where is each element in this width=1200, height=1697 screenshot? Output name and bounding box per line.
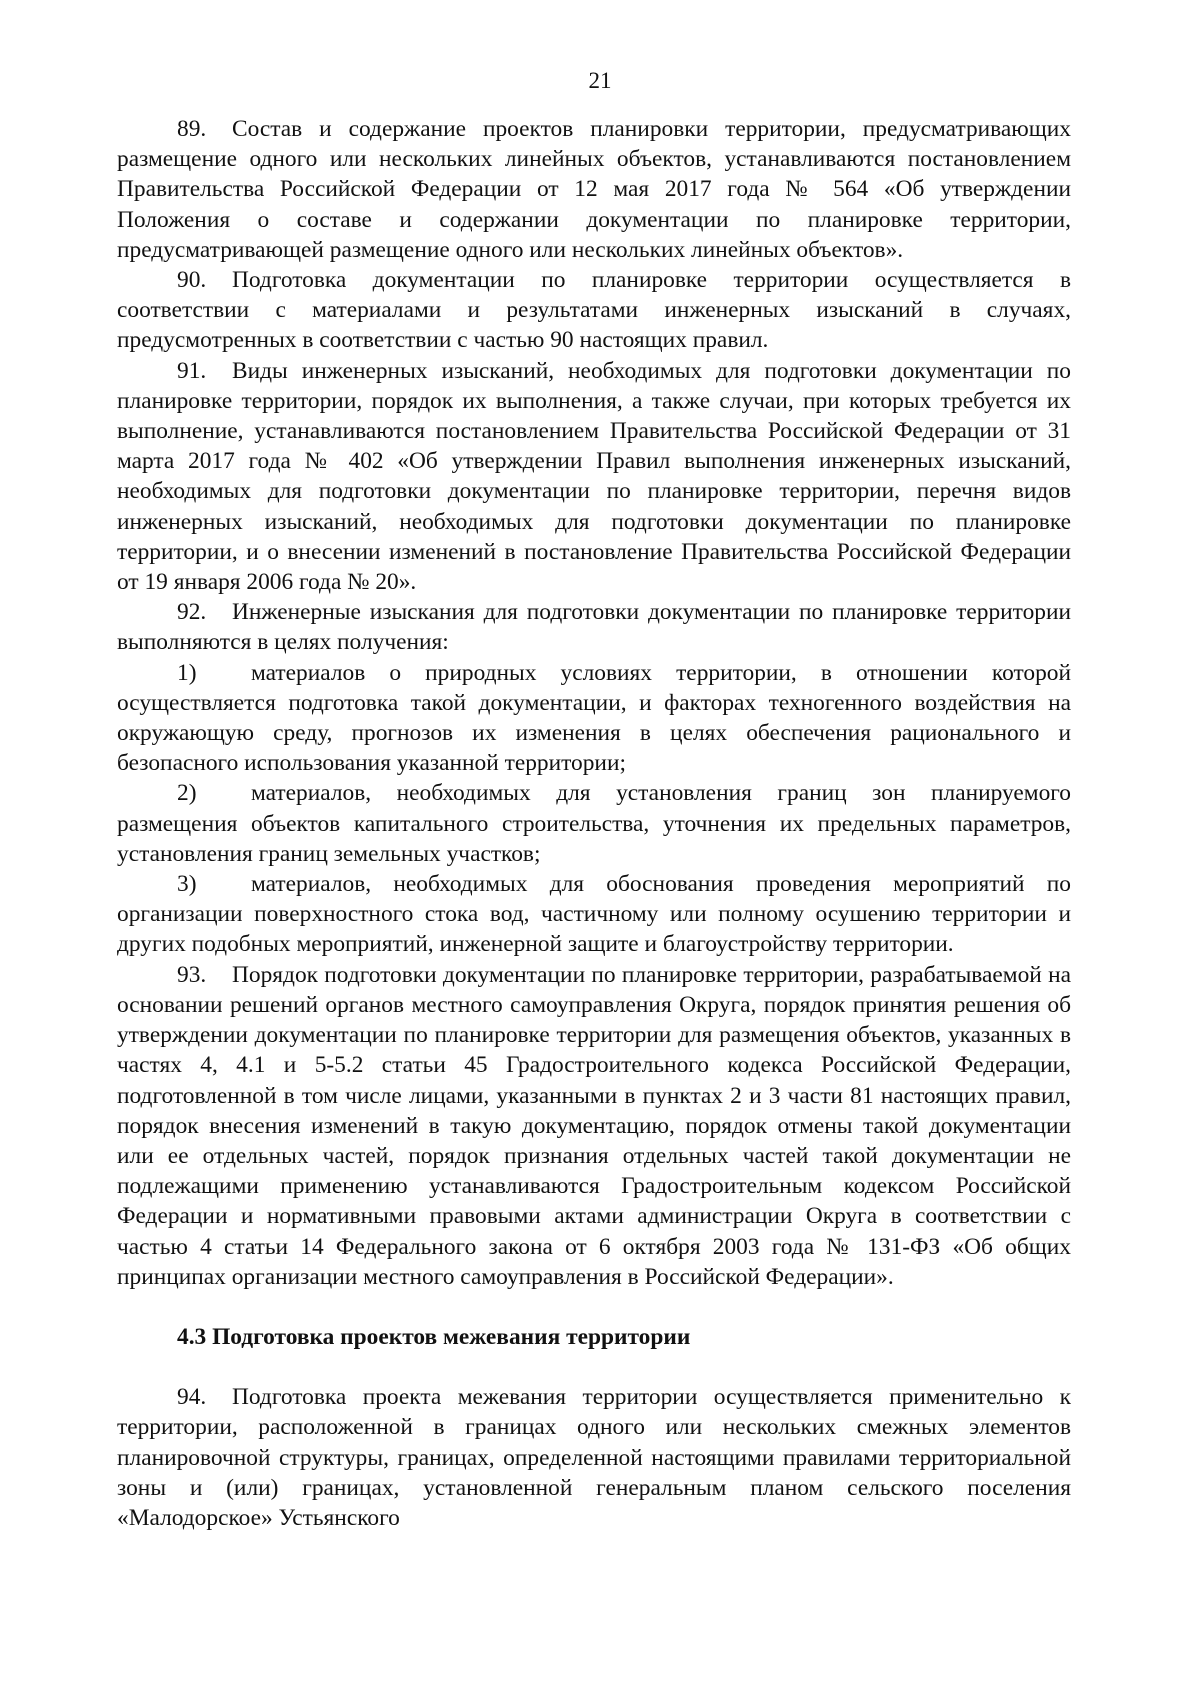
- list-item-text: материалов, необходимых для установления границ зон планируемого размещения объектов капитального строительства, уточнения их предельных параметров, установления границ земельных участков;: [117, 780, 1071, 867]
- paragraph-text: Подготовка проекта межевания территории осуществляется применительно к территории, расположенной в границах одного или нескольких смежных элементов планировочной структуры, границах, определенной настоящими правилами территориальной зоны и (или) границах, установленной генеральным планом сельского поселения «Малодорское» Устьянского: [117, 1384, 1071, 1531]
- paragraph-92: [117, 597, 1071, 657]
- paragraph-text: Инженерные изыскания для подготовки документации по планировке территории выполняются в целях получения:: [117, 599, 1071, 656]
- list-item-number: 3): [177, 871, 197, 898]
- paragraph-text: Состав и содержание проектов планировки территории, предусматривающих размещение одного или нескольких линейных объектов, устанавливаются постановлением Правительства Российской Федерации от 12 мая 2017 года № 564 «Об утверждении Положения о составе и содержании документации по планировке территории, предусматривающей размещение одного или нескольких линейных объектов».: [117, 116, 1071, 263]
- paragraph-93: [117, 960, 1071, 1292]
- paragraph-number: 90.: [177, 267, 207, 294]
- list-item-number: 2): [177, 780, 197, 807]
- paragraph-number: 92.: [177, 599, 207, 626]
- paragraph-94: [117, 1382, 1071, 1533]
- paragraph-number: 93.: [177, 961, 207, 988]
- page-number: 21: [588, 68, 612, 93]
- list-item-2: [117, 778, 1071, 869]
- paragraph-89: [117, 114, 1071, 265]
- paragraph-90: [117, 265, 1071, 356]
- paragraph-number: 91.: [177, 357, 207, 384]
- paragraph-text: Подготовка документации по планировке территории осуществляется в соответствии с материалами и результатами инженерных изысканий в случаях, предусмотренных в соответствии с частью 90 настоящих правил.: [117, 267, 1071, 354]
- document-body: [117, 114, 1071, 1533]
- list-item-number: 1): [177, 659, 197, 686]
- list-item-text: материалов о природных условиях территории, в отношении которой осуществляется подготовка такой документации, и факторах техногенного воздействия на окружающую среду, прогнозов их изменения в целях обеспечения рационального и безопасного использования указанной территории;: [117, 659, 1071, 777]
- paragraph-number: 89.: [177, 116, 207, 142]
- paragraph-number: 94.: [177, 1384, 207, 1411]
- list-item-3: [117, 869, 1071, 960]
- list-item-1: [117, 658, 1071, 779]
- paragraph-text: Порядок подготовки документации по планировке территории, разрабатываемой на основании решений органов местного самоуправления Округа, порядок принятия решения об утверждении документации по планировке территории для размещения объектов, указанных в частях 4, 4.1 и 5-5.2 статьи 45 Градостроительного кодекса Российской Федерации, подготовленной в том числе лицами, указанными в пунктах 2 и 3 части 81 настоящих правил, порядок внесения изменений в такую документацию, порядок отмены такой документации или ее отдельных частей, порядок признания отдельных частей такой документации не подлежащими применению устанавливаются Градостроительным кодексом Российской Федерации и нормативными правовыми актами администрации Округа в соответствии с частью 4 статьи 14 Федерального закона от 6 октября 2003 года № 131-ФЗ «Об общих принципах организации местного самоуправления в Российской Федерации».: [117, 961, 1071, 1290]
- paragraph-text: Виды инженерных изысканий, необходимых для подготовки документации по планировке территории, порядок их выполнения, а также случаи, при которых требуется их выполнение, устанавливаются постановлением Правительства Российской Федерации от 31 марта 2017 года № 402 «Об утверждении Правил выполнения инженерных изысканий, необходимых для подготовки документации по планировке территории, перечня видов инженерных изысканий, необходимых для подготовки документации по планировке территории, и о внесении изменений в постановление Правительства Российской Федерации от 19 января 2006 года № 20».: [117, 357, 1071, 596]
- paragraph-91: [117, 356, 1071, 598]
- section-heading: 4.3 Подготовка проектов межевания территории: [177, 1323, 691, 1350]
- list-item-text: материалов, необходимых для обоснования проведения мероприятий по организации поверхностного стока вод, частичному или полному осушению территории и других подобных мероприятий, инженерной защите и благоустройству территории.: [117, 871, 1071, 958]
